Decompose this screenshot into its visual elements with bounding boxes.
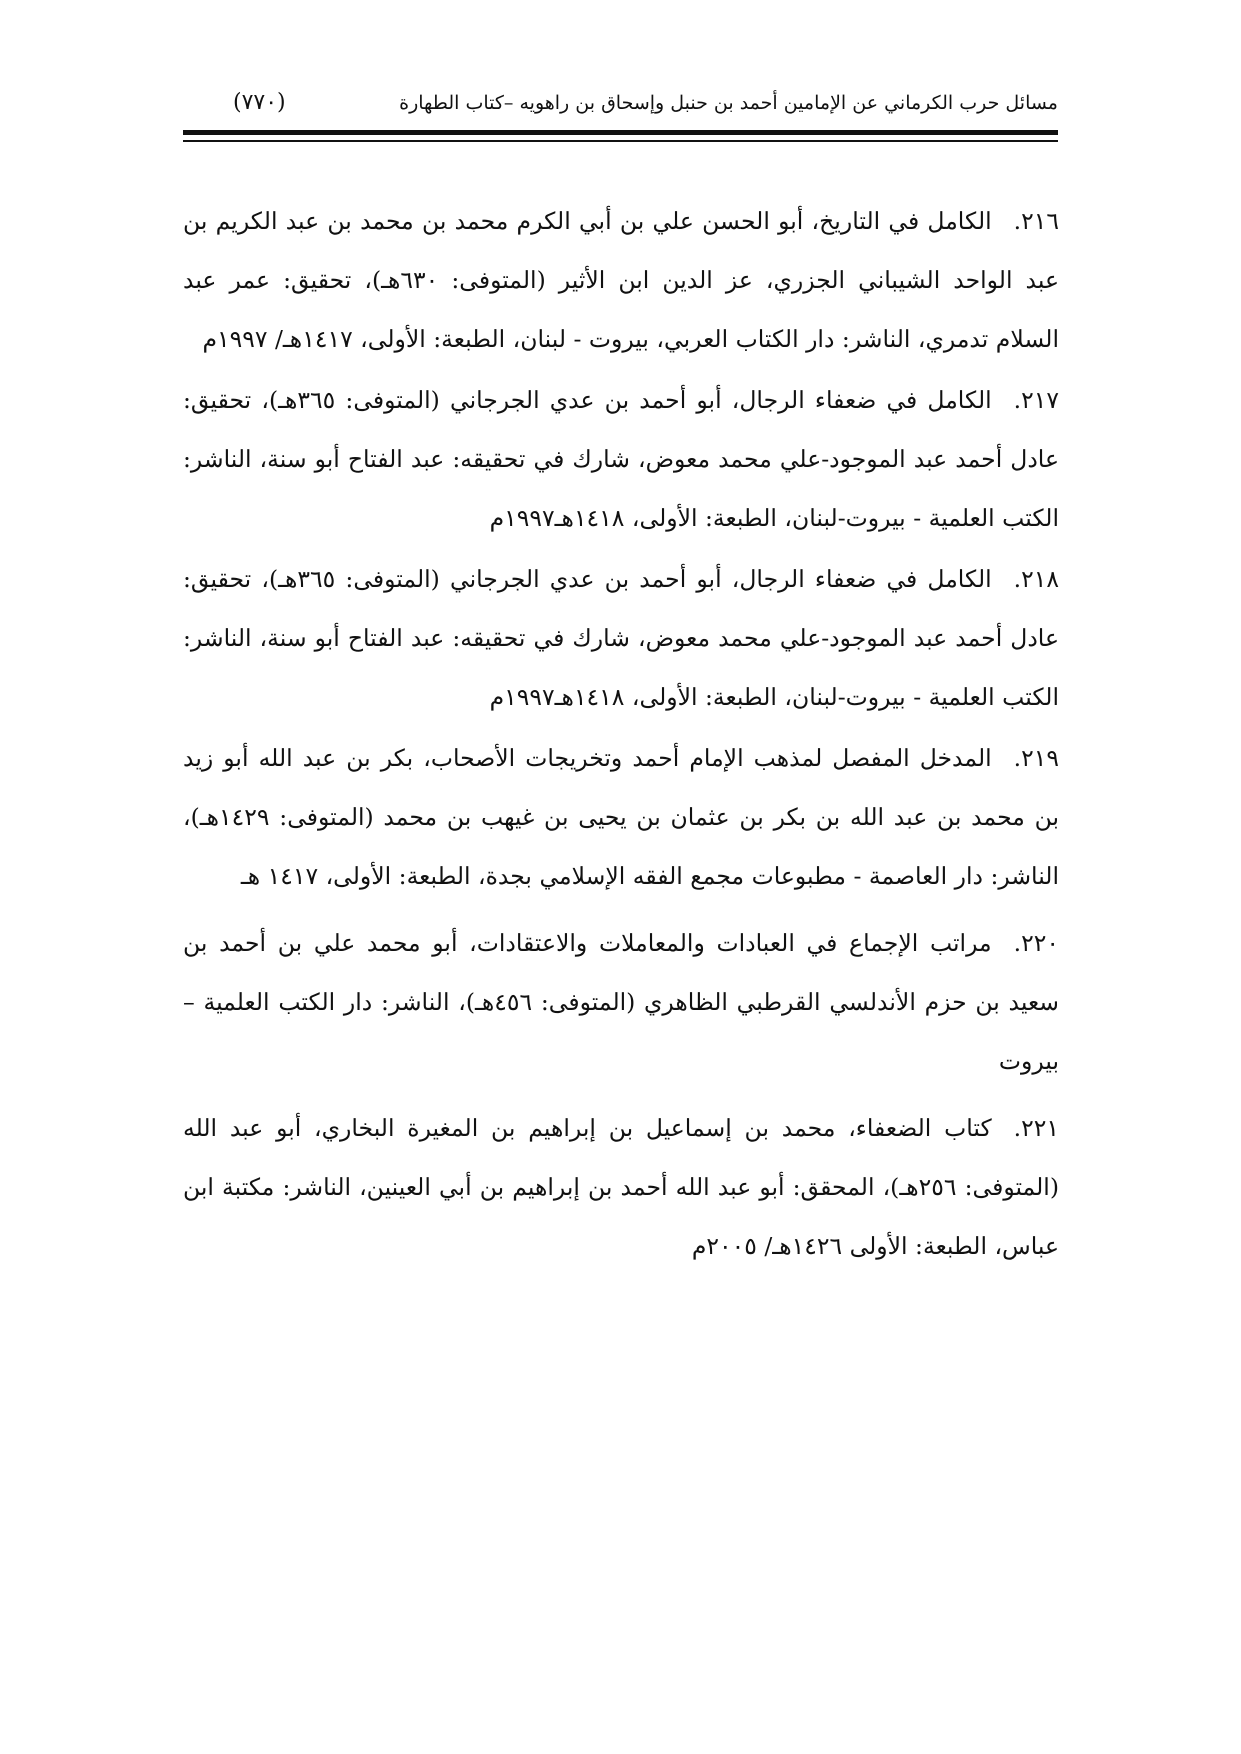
bibliography-entry: [183, 729, 1059, 906]
page-header: [183, 86, 1058, 126]
entry-number: ٢٢٠.: [1013, 929, 1059, 957]
entry-text: المدخل المفصل لمذهب الإمام أحمد وتخريجات الأصحاب، بكر بن عبد الله أبو زيد بن محمد بن عبد الله بن بكر بن عثمان بن يحيى بن غيهب بن محمد (المتوفى: ١٤٢٩هـ)، الناشر: دار العاصمة - مطبوعات مجمع الفقه الإسلامي بجدة، الطبعة: الأولى، ١٤١٧ هـ: [183, 744, 1059, 890]
entry-text: كتاب الضعفاء، محمد بن إسماعيل بن إبراهيم بن المغيرة البخاري، أبو عبد الله (المتوفى: ٢٥٦هـ)، المحقق: أبو عبد الله أحمد بن إبراهيم بن أبي العينين، الناشر: مكتبة ابن عباس، الطبعة: الأولى ١٤٢٦هـ/ ٢٠٠٥م: [183, 1114, 1059, 1260]
entry-number: ٢١٦.: [1013, 207, 1059, 235]
entry-text: الكامل في ضعفاء الرجال، أبو أحمد بن عدي الجرجاني (المتوفى: ٣٦٥هـ)، تحقيق: عادل أحمد عبد الموجود-علي محمد معوض، شارك في تحقيقه: عبد الفتاح أبو سنة، الناشر: الكتب العلمية - بيروت-لبنان، الطبعة: الأولى، ١٤١٨هـ١٩٩٧م: [183, 386, 1059, 532]
bibliography-list: [183, 192, 1059, 1276]
entry-number: ٢١٨.: [1013, 565, 1059, 593]
page-number: (٧٧٠): [233, 90, 286, 115]
entry-number: ٢٢١.: [1013, 1114, 1059, 1142]
bibliography-entry: [183, 550, 1059, 727]
running-title: مسائل حرب الكرماني عن الإمامين أحمد بن حنبل وإسحاق بن راهويه –كتاب الطهارة: [399, 92, 1058, 114]
bibliography-entry: [183, 914, 1059, 1091]
entry-number: ٢١٩.: [1013, 744, 1059, 772]
header-rule-thick: [183, 130, 1058, 135]
bibliography-entry: [183, 371, 1059, 548]
header-rule-thin: [183, 140, 1058, 142]
entry-text: الكامل في التاريخ، أبو الحسن علي بن أبي الكرم محمد بن محمد بن عبد الكريم بن عبد الواحد الشيباني الجزري، عز الدين ابن الأثير (المتوفى: ٦٣٠هـ)، تحقيق: عمر عبد السلام تدمري، الناشر: دار الكتاب العربي، بيروت - لبنان، الطبعة: الأولى، ١٤١٧هـ/ ١٩٩٧م: [183, 207, 1059, 353]
entry-number: ٢١٧.: [1013, 386, 1059, 414]
entry-text: مراتب الإجماع في العبادات والمعاملات والاعتقادات، أبو محمد علي بن أحمد بن سعيد بن حزم الأندلسي القرطبي الظاهري (المتوفى: ٤٥٦هـ)، الناشر: دار الكتب العلمية –بيروت: [183, 929, 1059, 1075]
bibliography-entry: [183, 1099, 1059, 1276]
bibliography-entry: [183, 192, 1059, 369]
entry-text: الكامل في ضعفاء الرجال، أبو أحمد بن عدي الجرجاني (المتوفى: ٣٦٥هـ)، تحقيق: عادل أحمد عبد الموجود-علي محمد معوض، شارك في تحقيقه: عبد الفتاح أبو سنة، الناشر: الكتب العلمية - بيروت-لبنان، الطبعة: الأولى، ١٤١٨هـ١٩٩٧م: [183, 565, 1059, 711]
